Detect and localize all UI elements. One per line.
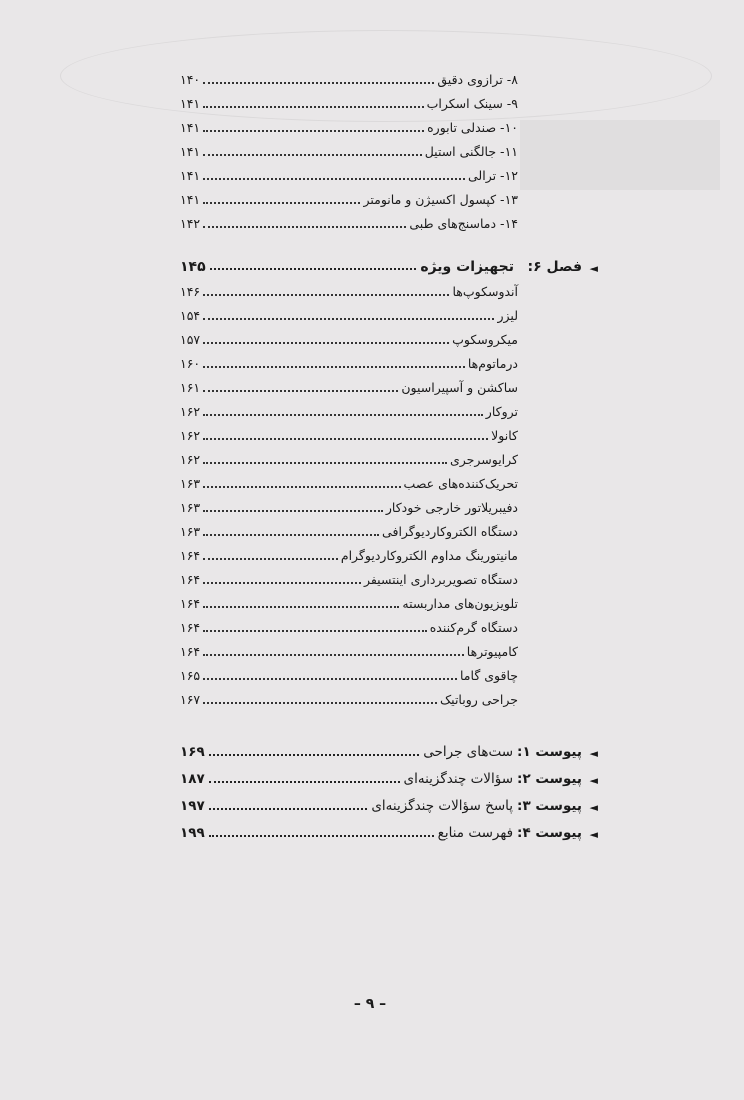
entry-label: تروکار xyxy=(485,404,518,419)
leader-dots xyxy=(203,462,447,464)
entry-label: آندوسکوپ‌ها xyxy=(452,284,518,299)
appendix-page: ۱۸۷ xyxy=(180,771,205,787)
leader-dots xyxy=(203,534,379,536)
show-through-block xyxy=(520,120,720,190)
toc-entry xyxy=(180,522,518,540)
leader-dots xyxy=(203,510,383,512)
toc-entry xyxy=(180,690,518,708)
toc-entry xyxy=(180,474,518,492)
appendix-page: ۱۶۹ xyxy=(180,744,205,760)
leader-dots xyxy=(203,678,457,680)
entry-page: ۱۶۳ xyxy=(180,476,201,491)
leader-dots xyxy=(209,835,434,837)
entry-page: ۱۶۵ xyxy=(180,668,201,683)
entry-page: ۱۵۴ xyxy=(180,308,201,323)
entry-page: ۱۶۱ xyxy=(180,380,201,395)
entry-label: ۱۰- صندلی تابوره xyxy=(427,120,518,135)
entry-label: ۸- ترازوی دقیق xyxy=(437,72,518,87)
leader-dots xyxy=(203,342,449,344)
leader-dots xyxy=(209,808,368,810)
appendix-title: ست‌های جراحی xyxy=(423,744,514,760)
toc-entry xyxy=(180,166,518,184)
entry-page: ۱۴۱ xyxy=(180,192,201,207)
toc-entry xyxy=(180,282,518,300)
entry-page: ۱۶۳ xyxy=(180,524,201,539)
toc-entry xyxy=(180,378,518,396)
appendix-page: ۱۹۹ xyxy=(180,825,205,841)
toc-entry xyxy=(180,450,518,468)
toc-entry xyxy=(180,666,518,684)
toc-entry xyxy=(180,426,518,444)
entry-page: ۱۴۲ xyxy=(180,216,201,231)
leader-dots xyxy=(203,390,398,392)
leader-dots xyxy=(203,318,494,320)
toc-entry xyxy=(180,330,518,348)
leader-dots xyxy=(203,486,400,488)
entry-label: کامپیوترها xyxy=(466,644,518,659)
chapter-page: ۱۴۵ xyxy=(180,259,206,275)
leader-dots xyxy=(209,754,419,756)
entry-page: ۱۶۴ xyxy=(180,644,201,659)
entry-page: ۱۴۶ xyxy=(180,284,201,299)
toc-entry xyxy=(180,594,518,612)
appendix-arrow-icon: ◄ xyxy=(589,747,598,760)
entry-label: ۱۲- ترالی xyxy=(468,168,518,183)
entry-label: میکروسکوپ xyxy=(452,332,518,347)
leader-dots xyxy=(203,606,399,608)
leader-dots xyxy=(203,154,422,156)
entry-page: ۱۶۴ xyxy=(180,548,201,563)
leader-dots xyxy=(203,438,488,440)
entry-label: کانولا xyxy=(491,428,518,443)
page-number: – ۹ – xyxy=(353,996,387,1012)
toc-entry xyxy=(180,70,518,88)
leader-dots xyxy=(203,582,361,584)
toc-entry xyxy=(180,618,518,636)
entry-page: ۱۴۱ xyxy=(180,96,201,111)
appendix-label: پیوست ۱: xyxy=(517,744,582,760)
entry-page: ۱۴۰ xyxy=(180,72,201,87)
toc-entry xyxy=(180,306,518,324)
entry-label: چاقوی گاما xyxy=(460,668,518,683)
appendix-label: پیوست ۲: xyxy=(517,771,582,787)
leader-dots xyxy=(203,130,424,132)
entry-label: مانیتورینگ مداوم الکتروکاردیوگرام xyxy=(340,548,518,563)
entry-page: ۱۶۲ xyxy=(180,428,201,443)
leader-dots xyxy=(209,781,400,783)
entry-label: کرایوسرجری xyxy=(449,452,518,467)
toc-entry xyxy=(180,354,518,372)
entry-label: دستگاه تصویربرداری اینتسیفر xyxy=(363,572,518,587)
appendix-label: پیوست ۳: xyxy=(517,798,582,814)
entry-label: ساکشن و آسپیراسیون xyxy=(401,380,518,395)
toc-entry xyxy=(180,142,518,160)
entry-page: ۱۵۷ xyxy=(180,332,201,347)
leader-dots xyxy=(203,202,360,204)
leader-dots xyxy=(203,702,437,704)
leader-dots xyxy=(203,630,427,632)
appendix-arrow-icon: ◄ xyxy=(589,774,598,787)
appendix-label: پیوست ۴: xyxy=(517,825,582,841)
entry-label: ۹- سینک اسکراب xyxy=(426,96,518,111)
leader-dots xyxy=(203,558,338,560)
chapter-title: تجهیزات ویژه xyxy=(420,259,514,275)
entry-page: ۱۴۱ xyxy=(180,144,201,159)
toc-entry xyxy=(180,214,518,232)
toc-entry xyxy=(180,498,518,516)
leader-dots xyxy=(203,366,465,368)
leader-dots xyxy=(203,414,483,416)
entry-label: دفیبریلاتور خارجی خودکار xyxy=(385,500,518,515)
entry-label: جراحی روباتیک xyxy=(439,692,518,707)
toc-entry xyxy=(180,546,518,564)
leader-dots xyxy=(203,178,465,180)
toc-entry xyxy=(180,642,518,660)
appendix-entry xyxy=(180,821,598,841)
toc-entry xyxy=(180,94,518,112)
appendix-arrow-icon: ◄ xyxy=(589,828,598,841)
toc-entry xyxy=(180,190,518,208)
entry-label: دستگاه الکتروکاردیوگرافی xyxy=(382,524,518,539)
entry-page: ۱۶۳ xyxy=(180,500,201,515)
toc-entry xyxy=(180,570,518,588)
entry-label: لیزر xyxy=(497,308,518,323)
entry-page: ۱۶۴ xyxy=(180,596,201,611)
toc-entry xyxy=(180,402,518,420)
entry-page: ۱۶۰ xyxy=(180,356,201,371)
entry-label: تلویزیون‌های مداربسته xyxy=(402,596,518,611)
entry-label: ۱۱- جالگنی استیل xyxy=(424,144,518,159)
leader-dots xyxy=(203,106,423,108)
leader-dots xyxy=(203,226,406,228)
entry-page: ۱۴۱ xyxy=(180,120,201,135)
leader-dots xyxy=(203,654,464,656)
appendix-title: سؤالات چندگزینه‌ای xyxy=(403,771,514,787)
chapter-heading xyxy=(180,253,598,275)
entry-label: درماتوم‌ها xyxy=(467,356,518,371)
appendix-title: فهرست منابع xyxy=(437,825,514,841)
appendix-arrow-icon: ◄ xyxy=(589,801,598,814)
entry-label: ۱۳- کپسول اکسیژن و مانومتر xyxy=(363,192,518,207)
entry-label: ۱۴- دماسنج‌های طبی xyxy=(409,216,518,231)
entry-page: ۱۶۴ xyxy=(180,620,201,635)
appendix-page: ۱۹۷ xyxy=(180,798,205,814)
chapter-label: فصل ۶: xyxy=(527,259,582,275)
entry-label: تحریک‌کننده‌های عصب xyxy=(403,476,518,491)
entry-page: ۱۶۲ xyxy=(180,404,201,419)
entry-label: دستگاه گرم‌کننده xyxy=(429,620,518,635)
toc-entry xyxy=(180,118,518,136)
chapter-arrow-icon: ◄ xyxy=(589,262,598,275)
entry-page: ۱۶۲ xyxy=(180,452,201,467)
entry-page: ۱۶۴ xyxy=(180,572,201,587)
appendix-title: پاسخ سؤالات چندگزینه‌ای xyxy=(371,798,514,814)
appendix-entry xyxy=(180,740,598,760)
entry-page: ۱۴۱ xyxy=(180,168,201,183)
entry-page: ۱۶۷ xyxy=(180,692,201,707)
appendix-entry xyxy=(180,767,598,787)
leader-dots xyxy=(210,268,417,270)
appendix-entry xyxy=(180,794,598,814)
leader-dots xyxy=(203,82,434,84)
leader-dots xyxy=(203,294,449,296)
